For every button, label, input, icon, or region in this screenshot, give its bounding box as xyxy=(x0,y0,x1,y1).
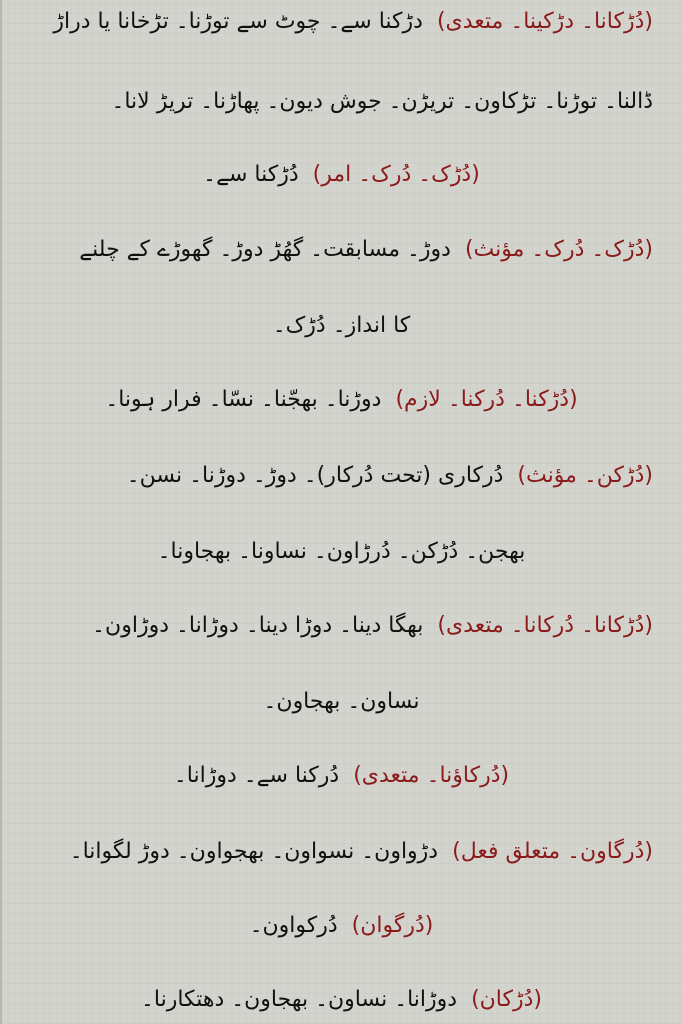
definition: دڑکنا سے۔ چوٹ سے توڑنا۔ تڑخانا یا دراڑ xyxy=(53,9,423,34)
headword: (دُڑکنا۔ دُرکنا۔ لازم) xyxy=(395,387,578,412)
definition: دُرکاری (تحت دُرکار)۔ دوڑ۔ دوڑنا۔ نسن۔ xyxy=(126,463,504,488)
entry-line-2 xyxy=(30,82,653,122)
entry-line-11 xyxy=(30,756,653,796)
entry-line-8 xyxy=(30,532,653,572)
headword: (دُڑکن۔ مؤنث) xyxy=(517,463,653,488)
definition: بھگا دینا۔ دوڑا دینا۔ دوڑانا۔ دوڑاون۔ xyxy=(92,613,424,638)
headword: (دُرگوان) xyxy=(351,913,434,938)
definition: ڈالنا۔ توڑنا۔ تڑکاون۔ تریڑن۔ جوش دیون۔ پھاڑنا۔ تریڑ لانا۔ xyxy=(111,89,653,114)
definition: دوڑ۔ مسابقت۔ گھُڑ دوڑ۔ گھوڑے کے چلنے xyxy=(79,237,451,262)
definition: دوڑانا۔ نساون۔ بھجاون۔ دھتکارنا۔ xyxy=(141,987,458,1012)
headword: (دُڑک۔ دُرک۔ امر) xyxy=(312,162,480,187)
definition: بھجن۔ دُڑکن۔ دُرڑاون۔ نساونا۔ بھجاونا۔ xyxy=(157,539,526,564)
entry-line-7 xyxy=(30,456,653,496)
entry-line-12 xyxy=(30,832,653,872)
definition: کا انداز۔ دُڑک۔ xyxy=(272,313,411,338)
entry-line-13 xyxy=(30,906,653,946)
headword: (دُرکاؤنا۔ متعدی) xyxy=(353,763,510,788)
dictionary-page xyxy=(2,0,681,1024)
definition: دوڑنا۔ بھجّنا۔ نسّا۔ فرار ہونا۔ xyxy=(105,387,382,412)
entry-line-1 xyxy=(30,2,653,42)
entry-line-6 xyxy=(30,380,653,420)
definition: دڑواون۔ نسواون۔ بھجواون۔ دوڑ لگوانا۔ xyxy=(69,839,439,864)
headword: (دُڑکان) xyxy=(471,987,542,1012)
entry-line-5 xyxy=(30,306,653,346)
headword: (دُڑکانا۔ دُرکانا۔ متعدی) xyxy=(437,613,653,638)
definition: دُڑکنا سے۔ xyxy=(203,162,299,187)
entry-line-10 xyxy=(30,682,653,722)
headword: (دُڑکانا۔ دڑکینا۔ متعدی) xyxy=(436,9,653,34)
definition: دُرکنا سے۔ دوڑانا۔ xyxy=(173,763,340,788)
headword: (دُڑک۔ دُرک۔ مؤنث) xyxy=(464,237,653,262)
entry-line-14 xyxy=(30,980,653,1020)
entry-line-4 xyxy=(30,230,653,270)
entry-line-3 xyxy=(30,155,653,195)
definition: نساون۔ بھجاون۔ xyxy=(263,689,420,714)
definition: دُرکواون۔ xyxy=(249,913,338,938)
entry-line-9 xyxy=(30,606,653,646)
headword: (دُرگاون۔ متعلق فعل) xyxy=(452,839,653,864)
